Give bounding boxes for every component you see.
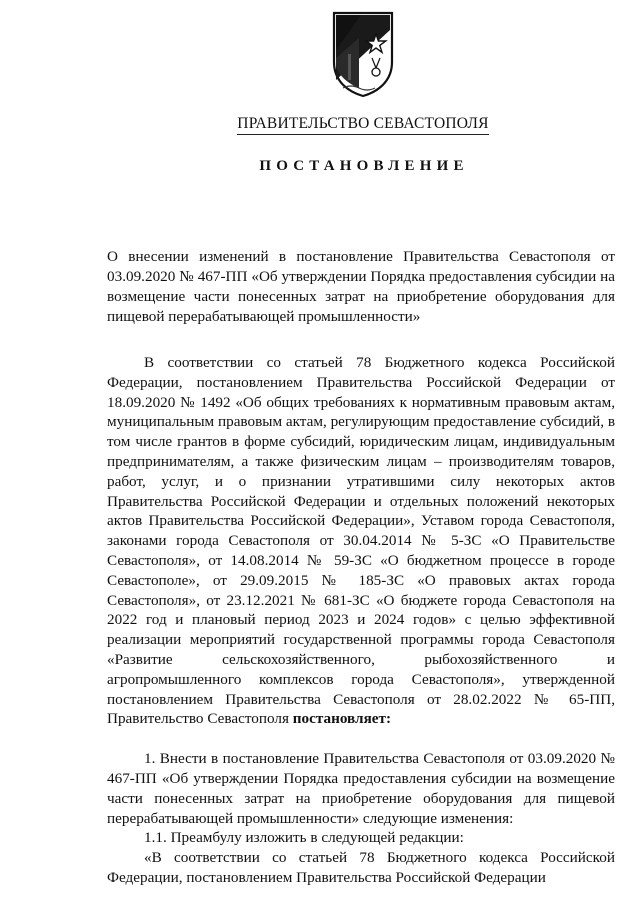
- item-paragraph: 1. Внести в постановление Правительства Севастополя от 03.09.2020 № 467-ПП «Об утверждении Порядка предоставления субсидии на возмещение части понесенных затрат на приобретение оборудования для пищевой перерабатывающей промышленности» следующие изменения:: [107, 750, 615, 827]
- sevastopol-coat-of-arms-icon: [331, 10, 395, 98]
- organization-name: ПРАВИТЕЛЬСТВО СЕВАСТОПОЛЯ: [237, 115, 488, 135]
- item-paragraph: 1.1. Преамбулу изложить в следующей редакции:: [144, 829, 464, 847]
- preamble-text: В соответствии со статьей 78 Бюджетного кодекса Российской Федерации, постановлением Правительства Российской Федерации от 18.09.2020 № 1492 «Об общих требованиях к нормативным правовым актам, муниципальным правовым актам, регулирующим предоставление субсидий, в том числе грантов в форме субсидий, юридическим лицам, индивидуальным предпринимателям, а также физическим лицам – производителям товаров, работ, услуг, и о признании утратившими силу некоторых актов Правительства Российской Федерации и отдельных положений некоторых актов Правительства Российской Федерации», Уставом города Севастополя, законами города Севастополя от 30.04.2014 № 5-ЗС «О Правительстве Севастополя», от 14.08.2014 № 59-ЗС «О бюджетном процессе в городе Севастополе», от 29.09.2015 № 185-ЗС «О правовых актах города Севастополя», от 23.12.2021 № 681-ЗС «О бюджете города Севастополя на 2022 год и плановый период 2023 и 2024 годов» с целью эффективной реализации мероприятий государственной программы города Севастополя «Развитие сельскохозяйственного, рыбохозяйственного и агропромышленного комплексов города Севастополя», утвержденной постановлением Правительства Севастополя от 28.02.2022 № 65-ПП, Правительство Севастополя: [107, 354, 615, 728]
- resolves-word: постановляет:: [292, 710, 392, 728]
- item-paragraph: «В соответствии со статьей 78 Бюджетного кодекса Российской Федерации, постановлением Правительства Российской Федерации: [107, 849, 615, 886]
- document-type-heading: ПОСТАНОВЛЕНИЕ: [259, 158, 469, 174]
- document-body: [107, 353, 615, 888]
- preamble-paragraph: [107, 353, 615, 729]
- organization-title: [0, 115, 640, 135]
- document-subject: О внесении изменений в постановление Правительства Севастополя от 03.09.2020 № 467-ПП «Об утверждении Порядка предоставления субсидии на возмещение части понесенных затрат на приобретение оборудования для пищевой перерабатывающей промышленности»: [107, 248, 615, 325]
